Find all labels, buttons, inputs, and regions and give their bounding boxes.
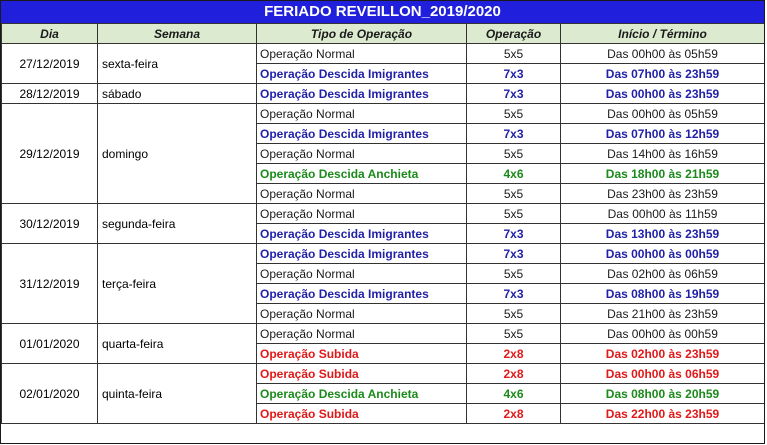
cell-operacao: 5x5	[467, 324, 561, 344]
cell-operacao: 7x3	[467, 284, 561, 304]
cell-operacao: 5x5	[467, 144, 561, 164]
cell-operacao: 7x3	[467, 124, 561, 144]
cell-semana: quarta-feira	[98, 324, 257, 364]
cell-dia: 29/12/2019	[2, 104, 98, 204]
cell-tipo: Operação Descida Imigrantes	[257, 64, 467, 84]
table-row	[2, 104, 765, 124]
cell-horario: Das 22h00 às 23h59	[561, 404, 765, 424]
cell-tipo: Operação Descida Imigrantes	[257, 224, 467, 244]
cell-tipo: Operação Subida	[257, 404, 467, 424]
cell-operacao: 7x3	[467, 224, 561, 244]
header-operacao: Operação	[467, 24, 561, 44]
cell-tipo: Operação Normal	[257, 324, 467, 344]
cell-horario: Das 00h00 às 11h59	[561, 204, 765, 224]
cell-tipo: Operação Descida Imigrantes	[257, 84, 467, 104]
cell-horario: Das 14h00 às 16h59	[561, 144, 765, 164]
cell-operacao: 5x5	[467, 204, 561, 224]
table-header	[2, 24, 765, 44]
table-row	[2, 44, 765, 64]
cell-operacao: 5x5	[467, 184, 561, 204]
cell-tipo: Operação Normal	[257, 44, 467, 64]
cell-operacao: 4x6	[467, 384, 561, 404]
schedule-table	[1, 23, 765, 424]
cell-horario: Das 18h00 às 21h59	[561, 164, 765, 184]
table-row	[2, 324, 765, 344]
cell-tipo: Operação Descida Anchieta	[257, 384, 467, 404]
cell-semana: segunda-feira	[98, 204, 257, 244]
sheet-title: FERIADO REVEILLON_2019/2020	[1, 1, 764, 23]
cell-tipo: Operação Descida Imigrantes	[257, 244, 467, 264]
cell-horario: Das 00h00 às 00h59	[561, 324, 765, 344]
cell-operacao: 7x3	[467, 64, 561, 84]
cell-semana: sábado	[98, 84, 257, 104]
cell-dia: 31/12/2019	[2, 244, 98, 324]
cell-operacao: 5x5	[467, 104, 561, 124]
cell-tipo: Operação Descida Anchieta	[257, 164, 467, 184]
cell-operacao: 2x8	[467, 404, 561, 424]
cell-operacao: 5x5	[467, 264, 561, 284]
cell-horario: Das 02h00 às 06h59	[561, 264, 765, 284]
cell-tipo: Operação Normal	[257, 104, 467, 124]
cell-semana: domingo	[98, 104, 257, 204]
cell-tipo: Operação Normal	[257, 184, 467, 204]
cell-tipo: Operação Subida	[257, 344, 467, 364]
table-body	[2, 44, 765, 424]
cell-semana: sexta-feira	[98, 44, 257, 84]
cell-operacao: 7x3	[467, 244, 561, 264]
cell-operacao: 2x8	[467, 344, 561, 364]
cell-horario: Das 00h00 às 00h59	[561, 244, 765, 264]
cell-tipo: Operação Normal	[257, 264, 467, 284]
cell-horario: Das 00h00 às 05h59	[561, 44, 765, 64]
cell-horario: Das 23h00 às 23h59	[561, 184, 765, 204]
cell-dia: 27/12/2019	[2, 44, 98, 84]
cell-horario: Das 02h00 às 23h59	[561, 344, 765, 364]
table-row	[2, 244, 765, 264]
cell-horario: Das 08h00 às 20h59	[561, 384, 765, 404]
header-dia: Dia	[2, 24, 98, 44]
cell-operacao: 4x6	[467, 164, 561, 184]
cell-tipo: Operação Descida Imigrantes	[257, 124, 467, 144]
header-inicio-termino: Início / Término	[561, 24, 765, 44]
cell-operacao: 7x3	[467, 84, 561, 104]
cell-dia: 01/01/2020	[2, 324, 98, 364]
cell-operacao: 5x5	[467, 44, 561, 64]
cell-tipo: Operação Normal	[257, 304, 467, 324]
cell-horario: Das 07h00 às 23h59	[561, 64, 765, 84]
cell-operacao: 5x5	[467, 304, 561, 324]
cell-horario: Das 00h00 às 05h59	[561, 104, 765, 124]
cell-semana: terça-feira	[98, 244, 257, 324]
cell-dia: 02/01/2020	[2, 364, 98, 424]
header-tipo: Tipo de Operação	[257, 24, 467, 44]
cell-horario: Das 08h00 às 19h59	[561, 284, 765, 304]
cell-dia: 30/12/2019	[2, 204, 98, 244]
cell-tipo: Operação Normal	[257, 144, 467, 164]
table-row	[2, 204, 765, 224]
table-row	[2, 84, 765, 104]
cell-tipo: Operação Descida Imigrantes	[257, 284, 467, 304]
cell-tipo: Operação Normal	[257, 204, 467, 224]
cell-dia: 28/12/2019	[2, 84, 98, 104]
header-semana: Semana	[98, 24, 257, 44]
header-row	[2, 24, 765, 44]
cell-horario: Das 07h00 às 12h59	[561, 124, 765, 144]
cell-horario: Das 21h00 às 23h59	[561, 304, 765, 324]
cell-horario: Das 00h00 às 23h59	[561, 84, 765, 104]
cell-horario: Das 13h00 às 23h59	[561, 224, 765, 244]
cell-semana: quinta-feira	[98, 364, 257, 424]
table-row	[2, 364, 765, 384]
cell-horario: Das 00h00 às 06h59	[561, 364, 765, 384]
cell-operacao: 2x8	[467, 364, 561, 384]
cell-tipo: Operação Subida	[257, 364, 467, 384]
